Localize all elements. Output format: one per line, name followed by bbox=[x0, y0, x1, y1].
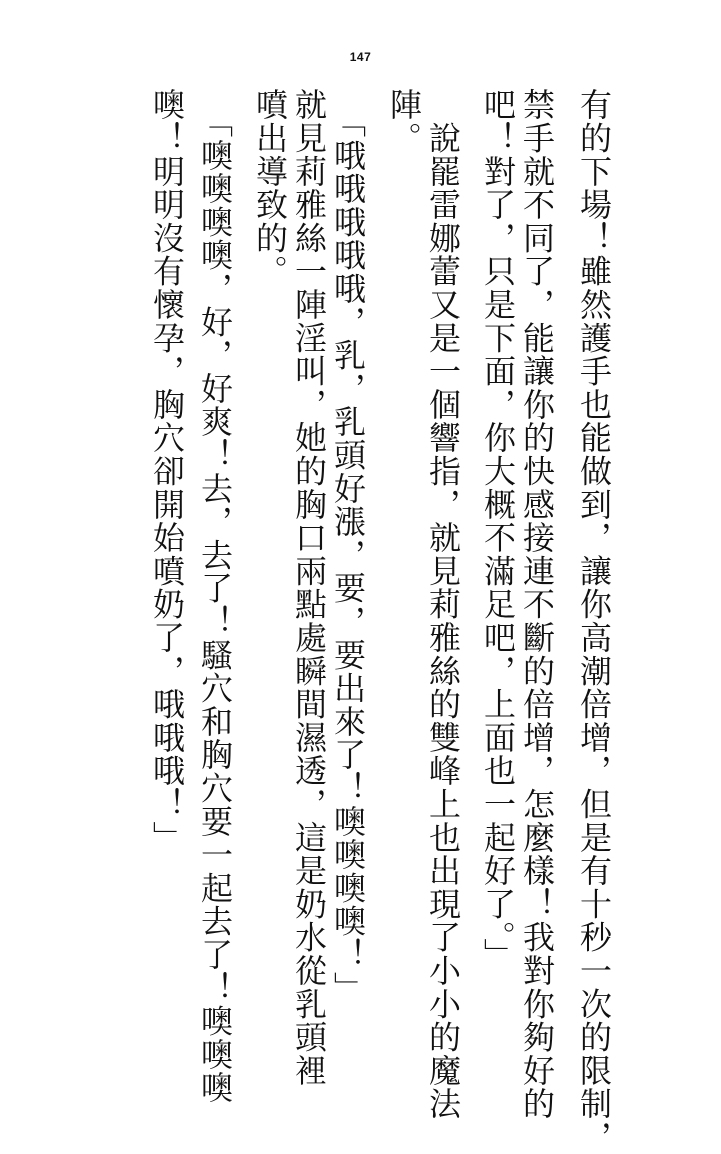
text-column-5: 陣。 bbox=[385, 88, 423, 155]
text-column-8: 噴出導致的。 bbox=[251, 88, 289, 288]
text-column-10: 噢！明明沒有懷孕，胸穴卻開始噴奶了，哦哦哦！」 bbox=[148, 88, 186, 854]
text-column-7: 就見莉雅絲一陣淫叫，她的胸口兩點處瞬間濕透，這是奶水從乳頭裡 bbox=[290, 88, 328, 1087]
text-column-2: 禁手就不同了，能讓你的快感接連不斷的倍增，怎麼樣！我對你夠好的 bbox=[518, 88, 556, 1121]
text-column-3: 吧！對了，只是下面，你大概不滿足吧，上面也一起好了。」 bbox=[479, 88, 517, 972]
text-column-1: 有的下場！雖然護手也能做到，讓你高潮倍增，但是有十秒一次的限制， bbox=[575, 88, 613, 1154]
text-column-4: 說罷雷娜蕾又是一個響指，就見莉雅絲的雙峰上也出現了小小的魔法 bbox=[424, 88, 462, 1121]
text-column-9: 「噢噢噢噢，好，好爽！去，去了！騷穴和胸穴要一起去了！噢噢噢 bbox=[196, 88, 234, 1105]
text-column-6: 「哦哦哦哦哦，乳，乳頭好漲，要，要出來了！噢噢噢噢！」 bbox=[329, 88, 367, 1005]
page-number: 147 bbox=[349, 50, 372, 64]
